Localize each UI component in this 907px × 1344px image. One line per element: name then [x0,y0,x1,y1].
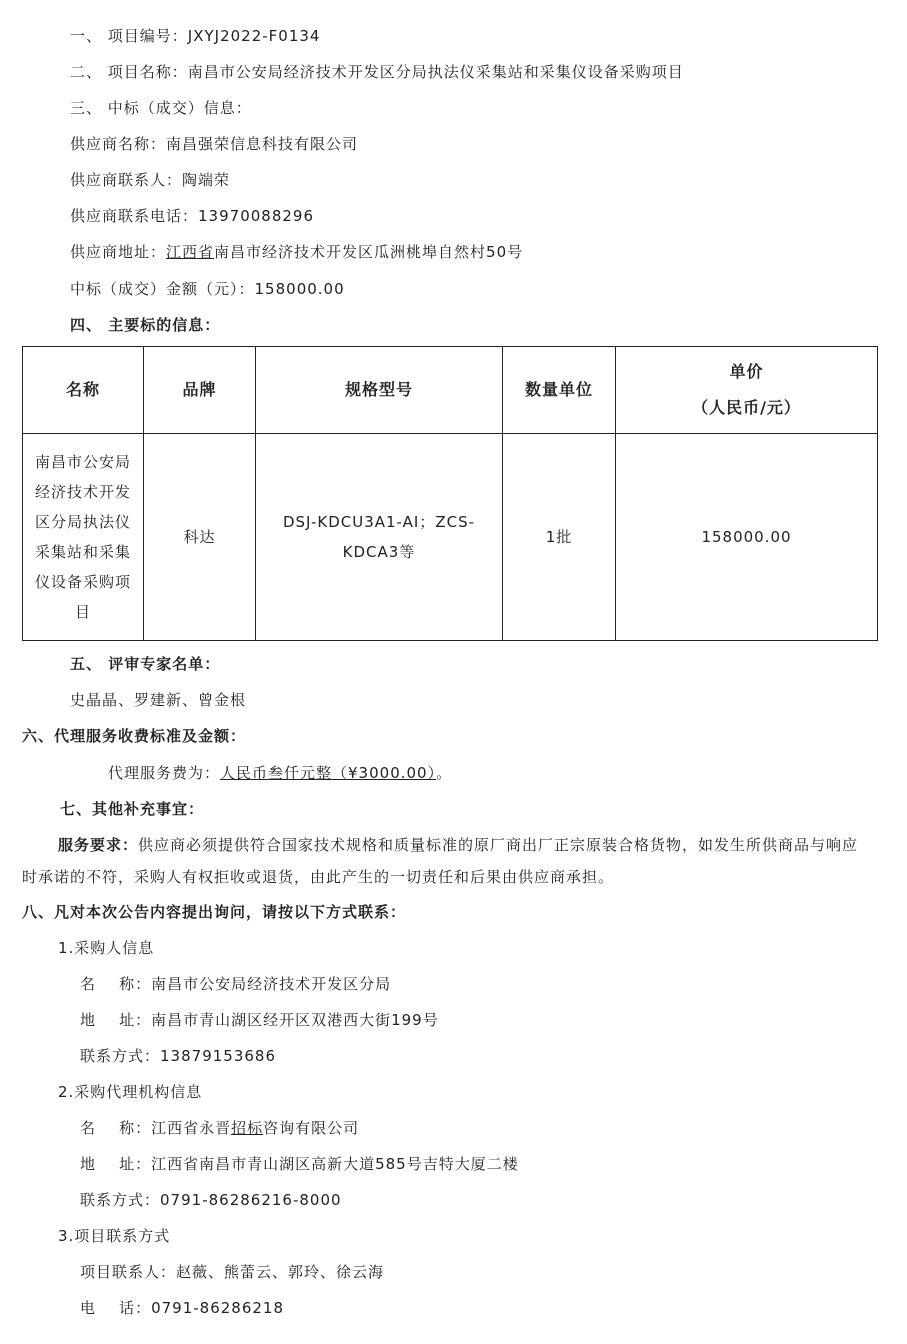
award-amount-value: 158000.00 [254,280,345,298]
cell-unit-price: 158000.00 [616,434,878,641]
agency-fee [108,762,452,784]
other-matters-heading: 七、其他补充事宜： [60,800,205,818]
project-contact-tel [80,1297,284,1319]
cell-quantity: 1批 [503,434,616,641]
supplier-contact-value: 陶端荣 [182,171,231,189]
experts-heading: 五、 评审专家名单： [70,655,221,673]
table-row [23,434,878,641]
spec-line: KDCA3等 [342,543,416,561]
award-amount-label: 中标（成交）金额（元）： [70,280,255,298]
supplier-contact-label: 供应商联系人： [70,171,183,189]
purchaser-address [80,1009,439,1031]
agency-fee-label: 代理服务费为： [108,764,221,782]
cell-spec [256,434,503,641]
agency-address [80,1153,519,1175]
agency-name-pre: 江西省永晋 [151,1119,232,1137]
agency-name [80,1117,359,1139]
project-number [70,25,320,47]
header-spec: 规格型号 [256,347,503,434]
project-name-value: 南昌市公安局经济技术开发区分局执法仪采集站和采集仪设备采购项目 [187,63,684,81]
items-table [22,346,878,641]
item-name-line: 采集站和采集 [34,543,131,561]
spec-line: DSJ-KDCU3A1-AI；ZCS- [282,513,475,531]
agency-fee-value: 人民币叁仟元整（¥3000.00） [220,764,437,782]
supplier-phone-label: 供应商联系电话： [70,207,199,225]
item-name-line: 区分局执法仪 [34,513,131,531]
agency-fee-heading: 六、代理服务收费标准及金额： [22,727,247,745]
item-name-line: 仪设备采购项 [34,573,131,591]
agency-phone [80,1189,342,1211]
agency-phone-label: 联系方式： [80,1191,161,1209]
agency-name-label: 名 称： [80,1119,152,1137]
project-contact-people-label: 项目联系人： [80,1263,177,1281]
project-number-value: JXYJ2022-F0134 [187,27,321,45]
header-unit-price [616,347,878,434]
supplier-phone [70,205,314,227]
item-name-line: 目 [74,603,91,621]
project-contact-title: 3.项目联系方式 [58,1227,171,1245]
header-quantity: 数量单位 [503,347,616,434]
purchaser-phone-value: 13879153686 [160,1047,276,1065]
purchaser-name-label: 名 称： [80,975,152,993]
supplier-address-province: 江西省 [166,243,215,261]
supplier-name [70,133,358,155]
supplier-address-label: 供应商地址： [70,243,167,261]
header-unit-price-label: 单价 [729,362,764,381]
project-contact-tel-label: 电 话： [80,1299,152,1317]
supplier-address [70,241,523,263]
header-unit-price-currency: （人民币/元） [692,398,801,417]
agency-title: 2.采购代理机构信息 [58,1083,203,1101]
project-contact-tel-value: 0791-86286218 [151,1299,285,1317]
agency-name-post: 咨询有限公司 [263,1119,360,1137]
cell-brand: 科达 [144,434,256,641]
supplier-name-label: 供应商名称： [70,135,167,153]
item-name-line: 南昌市公安局 [34,453,131,471]
agency-name-underlined: 招标 [231,1119,264,1137]
table-header-row [23,347,878,434]
supplier-contact [70,169,230,191]
purchaser-address-label: 地 址： [80,1011,152,1029]
item-name-line: 经济技术开发 [34,483,131,501]
purchaser-phone-label: 联系方式： [80,1047,161,1065]
service-requirements-text: 供应商必须提供符合国家技术规格和质量标准的原厂商出厂正宗原装合格货物，如发生所供商品与响应时承诺的不符，采购人有权拒收或退货，由此产生的一切责任和后果由供应商承担。 [22,836,859,886]
project-contact-people [80,1261,384,1283]
header-name: 名称 [23,347,144,434]
main-items-heading: 四、 主要标的信息： [70,316,221,334]
service-requirements [22,829,872,893]
purchaser-phone [80,1045,276,1067]
project-contact-people-value: 赵薇、熊蕾云、郭玲、徐云海 [176,1263,385,1281]
project-name [70,61,684,83]
agency-fee-end: 。 [436,764,453,782]
project-number-label: 一、 项目编号： [70,27,188,45]
header-brand: 品牌 [144,347,256,434]
agency-address-label: 地 址： [80,1155,152,1173]
purchaser-name-value: 南昌市公安局经济技术开发区分局 [151,975,392,993]
supplier-phone-value: 13970088296 [198,207,314,225]
contact-heading: 八、凡对本次公告内容提出询问，请按以下方式联系： [22,903,407,921]
award-info-heading: 三、 中标（成交）信息： [70,99,252,117]
agency-phone-value: 0791-86286216-8000 [160,1191,342,1209]
award-amount [70,278,345,300]
purchaser-address-value: 南昌市青山湖区经开区双港西大街199号 [151,1011,439,1029]
purchaser-title: 1.采购人信息 [58,939,155,957]
agency-address-value: 江西省南昌市青山湖区高新大道585号吉特大厦二楼 [151,1155,519,1173]
service-requirements-label: 服务要求： [58,836,139,854]
supplier-name-value: 南昌强荣信息科技有限公司 [166,135,359,153]
experts-list: 史晶晶、罗建新、曾金根 [70,691,247,709]
cell-item-name [23,434,144,641]
purchaser-name [80,973,391,995]
project-name-label: 二、 项目名称： [70,63,188,81]
supplier-address-rest: 南昌市经济技术开发区瓜洲桃埠自然村50号 [214,243,524,261]
